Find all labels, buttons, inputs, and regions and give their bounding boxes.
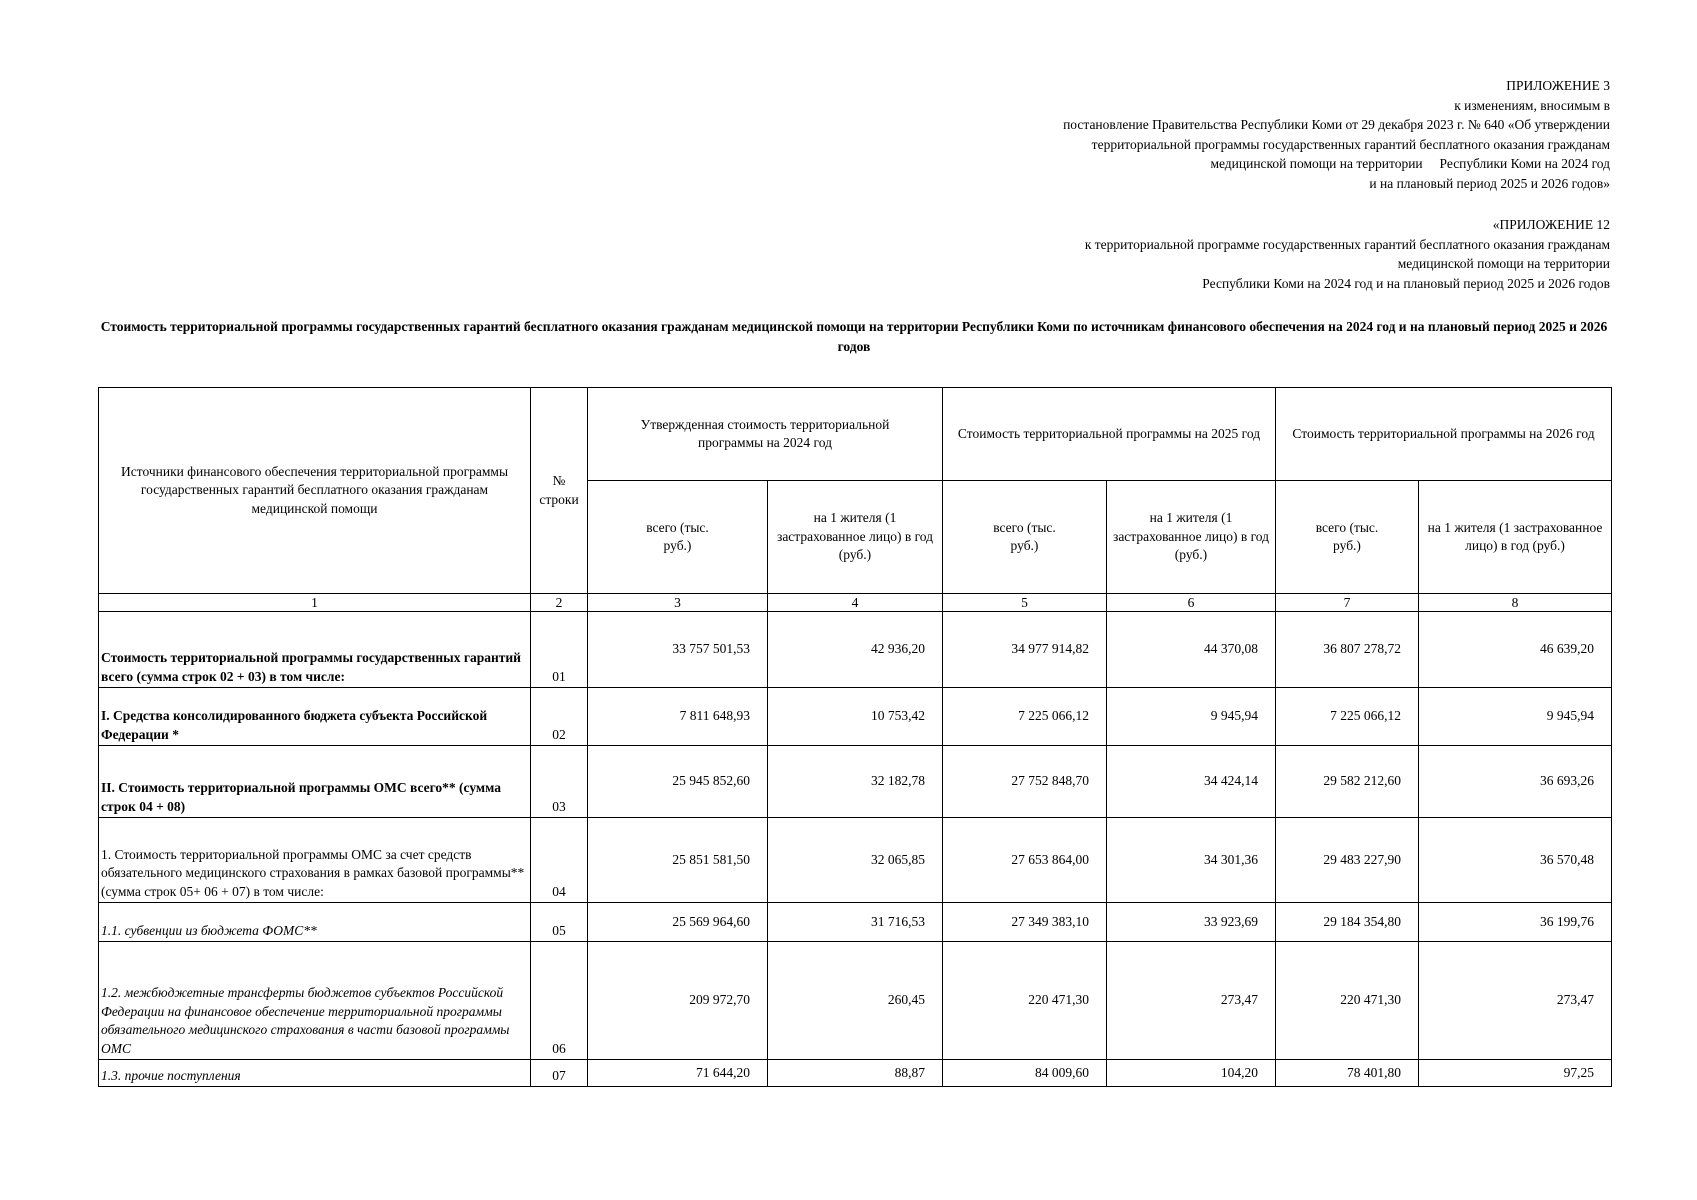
header-per-capita-2026: на 1 жителя (1 застрахованное лицо) в год (руб.) xyxy=(1419,481,1612,594)
column-number: 8 xyxy=(1419,594,1612,612)
header-year-2026: Стоимость территориальной программы на 2026 год xyxy=(1276,388,1612,481)
row-source-name: 1.3. прочие поступления xyxy=(99,1060,531,1087)
table-row xyxy=(99,612,1612,688)
row-code: 06 xyxy=(531,942,588,1060)
table-row xyxy=(99,1060,1612,1087)
header-total-2024: всего (тыс. руб.) xyxy=(588,481,768,594)
header-per-capita-2024: на 1 жителя (1 застрахованное лицо) в год (руб.) xyxy=(768,481,943,594)
value-total-2025: 84 009,60 xyxy=(943,1060,1107,1087)
value-total-2025: 27 349 383,10 xyxy=(943,903,1107,942)
value-total-2025: 34 977 914,82 xyxy=(943,612,1107,688)
value-per-capita-2026: 36 570,48 xyxy=(1419,818,1612,903)
value-total-2026: 29 483 227,90 xyxy=(1276,818,1419,903)
value-per-capita-2024: 32 065,85 xyxy=(768,818,943,903)
appendix-line: территориальной программы государственных гарантий бесплатного оказания гражданам xyxy=(1091,136,1610,152)
header-per-capita-2025: на 1 жителя (1 застрахованное лицо) в год (руб.) xyxy=(1107,481,1276,594)
row-source-name: II. Стоимость территориальной программы ОМС всего** (сумма строк 04 + 08) xyxy=(99,746,531,818)
appendix-line: к территориальной программе государственных гарантий бесплатного оказания гражданам xyxy=(1084,236,1610,252)
column-number-row xyxy=(99,594,1612,612)
value-per-capita-2024: 42 936,20 xyxy=(768,612,943,688)
appendix-12-header xyxy=(1085,215,1610,293)
header-year-2025: Стоимость территориальной программы на 2025 год xyxy=(943,388,1276,481)
value-per-capita-2024: 32 182,78 xyxy=(768,746,943,818)
value-per-capita-2024: 260,45 xyxy=(768,942,943,1060)
row-source-name: 1.1. субвенции из бюджета ФОМС** xyxy=(99,903,531,942)
value-per-capita-2026: 273,47 xyxy=(1419,942,1612,1060)
row-source-name: 1.2. межбюджетные трансферты бюджетов субъектов Российской Федерации на финансовое обеспечение территориальной программы обязательного медицинского страхования в части базовой программы ОМС xyxy=(99,942,531,1060)
value-total-2025: 27 752 848,70 xyxy=(943,746,1107,818)
column-number: 5 xyxy=(943,594,1107,612)
value-total-2026: 7 225 066,12 xyxy=(1276,688,1419,746)
row-source-name: Стоимость территориальной программы государственных гарантий всего (сумма строк 02 + 03) в том числе: xyxy=(99,612,531,688)
header-source: Источники финансового обеспечения территориальной программы государственных гарантий бесплатного оказания гражданам медицинской помощи xyxy=(99,388,531,594)
appendix-line: Республики Коми на 2024 год и на плановый период 2025 и 2026 годов xyxy=(1202,275,1610,291)
row-source-name: I. Средства консолидированного бюджета субъекта Российской Федерации * xyxy=(99,688,531,746)
value-per-capita-2025: 34 301,36 xyxy=(1107,818,1276,903)
appendix-line: постановление Правительства Республики Коми от 29 декабря 2023 г. № 640 «Об утверждении xyxy=(1063,117,1610,132)
value-total-2026: 78 401,80 xyxy=(1276,1060,1419,1087)
header-total-2026: всего (тыс. руб.) xyxy=(1276,481,1419,594)
value-total-2024: 33 757 501,53 xyxy=(588,612,768,688)
appendix-3-header xyxy=(1063,76,1610,193)
value-total-2024: 25 945 852,60 xyxy=(588,746,768,818)
value-total-2024: 25 569 964,60 xyxy=(588,903,768,942)
column-number: 2 xyxy=(531,594,588,612)
value-total-2026: 29 184 354,80 xyxy=(1276,903,1419,942)
table-row xyxy=(99,746,1612,818)
row-code: 01 xyxy=(531,612,588,688)
appendix-line: ПРИЛОЖЕНИЕ 3 xyxy=(1506,78,1610,93)
row-code: 03 xyxy=(531,746,588,818)
value-per-capita-2024: 31 716,53 xyxy=(768,903,943,942)
appendix-line: и на плановый период 2025 и 2026 годов» xyxy=(1369,175,1610,191)
appendix-line: к изменениям, вносимым в xyxy=(1454,97,1610,113)
header-year-2024: Утвержденная стоимость территориальной программы на 2024 год xyxy=(588,388,943,481)
value-total-2024: 71 644,20 xyxy=(588,1060,768,1087)
value-total-2026: 29 582 212,60 xyxy=(1276,746,1419,818)
value-total-2024: 209 972,70 xyxy=(588,942,768,1060)
header-total-2025: всего (тыс. руб.) xyxy=(943,481,1107,594)
document-title: Стоимость территориальной программы государственных гарантий бесплатного оказания гражданам медицинской помощи на территории Республики Коми по источникам финансового обеспечения на 2024 год и на плановый период 2025 и 2026 годов xyxy=(100,319,1608,354)
value-per-capita-2025: 104,20 xyxy=(1107,1060,1276,1087)
value-per-capita-2025: 273,47 xyxy=(1107,942,1276,1060)
value-per-capita-2025: 9 945,94 xyxy=(1107,688,1276,746)
value-per-capita-2026: 36 199,76 xyxy=(1419,903,1612,942)
value-total-2024: 25 851 581,50 xyxy=(588,818,768,903)
header-row-number: № строки xyxy=(531,388,588,594)
column-number: 4 xyxy=(768,594,943,612)
value-per-capita-2026: 9 945,94 xyxy=(1419,688,1612,746)
value-per-capita-2025: 34 424,14 xyxy=(1107,746,1276,818)
row-code: 07 xyxy=(531,1060,588,1087)
table-row xyxy=(99,942,1612,1060)
value-total-2024: 7 811 648,93 xyxy=(588,688,768,746)
table-row xyxy=(99,818,1612,903)
value-per-capita-2026: 46 639,20 xyxy=(1419,612,1612,688)
value-per-capita-2025: 44 370,08 xyxy=(1107,612,1276,688)
column-number: 7 xyxy=(1276,594,1419,612)
column-number: 1 xyxy=(99,594,531,612)
value-total-2026: 220 471,30 xyxy=(1276,942,1419,1060)
table-row xyxy=(99,903,1612,942)
appendix-line: медицинской помощи на территории Республики Коми на 2024 год xyxy=(1210,156,1610,171)
row-code: 04 xyxy=(531,818,588,903)
column-number: 6 xyxy=(1107,594,1276,612)
cost-table xyxy=(98,387,1612,1087)
row-code: 02 xyxy=(531,688,588,746)
value-per-capita-2026: 97,25 xyxy=(1419,1060,1612,1087)
value-per-capita-2024: 10 753,42 xyxy=(768,688,943,746)
value-per-capita-2025: 33 923,69 xyxy=(1107,903,1276,942)
value-total-2025: 220 471,30 xyxy=(943,942,1107,1060)
value-per-capita-2026: 36 693,26 xyxy=(1419,746,1612,818)
value-total-2026: 36 807 278,72 xyxy=(1276,612,1419,688)
value-total-2025: 7 225 066,12 xyxy=(943,688,1107,746)
value-total-2025: 27 653 864,00 xyxy=(943,818,1107,903)
appendix-line: «ПРИЛОЖЕНИЕ 12 xyxy=(1492,217,1610,232)
value-per-capita-2024: 88,87 xyxy=(768,1060,943,1087)
appendix-line: медицинской помощи на территории xyxy=(1397,256,1610,271)
column-number: 3 xyxy=(588,594,768,612)
row-code: 05 xyxy=(531,903,588,942)
row-source-name: 1. Стоимость территориальной программы ОМС за счет средств обязательного медицинского страхования в рамках базовой программы** (сумма строк 05+ 06 + 07) в том числе: xyxy=(99,818,531,903)
table-row xyxy=(99,688,1612,746)
